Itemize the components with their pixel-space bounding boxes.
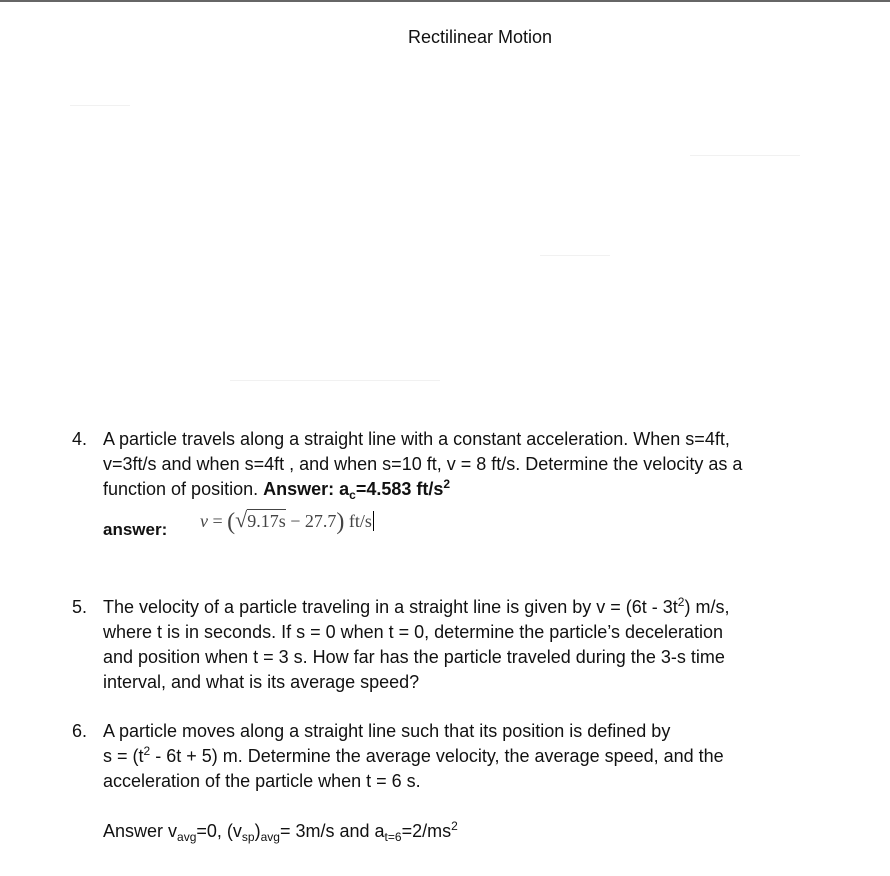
problem-text	[103, 595, 832, 695]
problem-5	[72, 595, 832, 695]
problem-line: A particle moves along a straight line such that its position is defined by	[103, 721, 671, 741]
page-title: Rectilinear Motion	[407, 27, 553, 47]
problem-line: The velocity of a particle traveling in a straight line is given by $v = (6t - 3t^2)$ m/s,	[103, 595, 730, 617]
problem-text	[103, 427, 832, 502]
problem-line: and position when t = 3 s. How far has the particle traveled during the 3-s time	[103, 647, 725, 667]
answer-acceleration: Answer: $a_c=4.583$ $ft/s^2$	[263, 477, 451, 502]
faint-residue-line	[540, 255, 610, 256]
problem-line: where t is in seconds. If s = 0 when t = 0, determine the particle’s deceleration	[103, 622, 724, 642]
problem-text	[103, 719, 832, 844]
problem-4	[72, 427, 832, 502]
problem-number: 4.	[72, 429, 88, 449]
problem-line: interval, and what is its average speed?	[103, 672, 420, 692]
problem-line: v=3ft/s and when s=4ft , and when s=10 ft, v = 8 ft/s. Determine the velocity as a	[103, 454, 743, 474]
text-cursor	[373, 511, 374, 531]
problem-line: $s = (t^2 - 6t + 5)$ m. Determine the average velocity, the average speed, and the	[103, 744, 724, 766]
top-border-line	[0, 0, 890, 2]
problem-line	[103, 477, 832, 502]
faint-residue-line	[230, 380, 440, 381]
square-root: √9.17s	[235, 507, 286, 532]
answer-line: Answer $v_{avg}=0$, $(v_{sp})_{avg}= 3m/s$ and $a_{t=6}=2/ms^2$	[103, 819, 458, 844]
problem-6	[72, 719, 832, 844]
faint-residue-line	[70, 105, 130, 106]
problem-number: 6.	[72, 721, 88, 741]
answer-label: answer:	[103, 520, 168, 539]
velocity-formula: v = (√9.17s − 27.7) ft/s	[200, 507, 372, 535]
problem-line-text: function of position.	[103, 479, 264, 499]
problem-line: acceleration of the particle when t = 6 s.	[103, 771, 421, 791]
problem-number: 5.	[72, 597, 88, 617]
problem-line: A particle travels along a straight line with a constant acceleration. When s=4ft,	[103, 429, 730, 449]
faint-residue-line	[690, 155, 800, 156]
